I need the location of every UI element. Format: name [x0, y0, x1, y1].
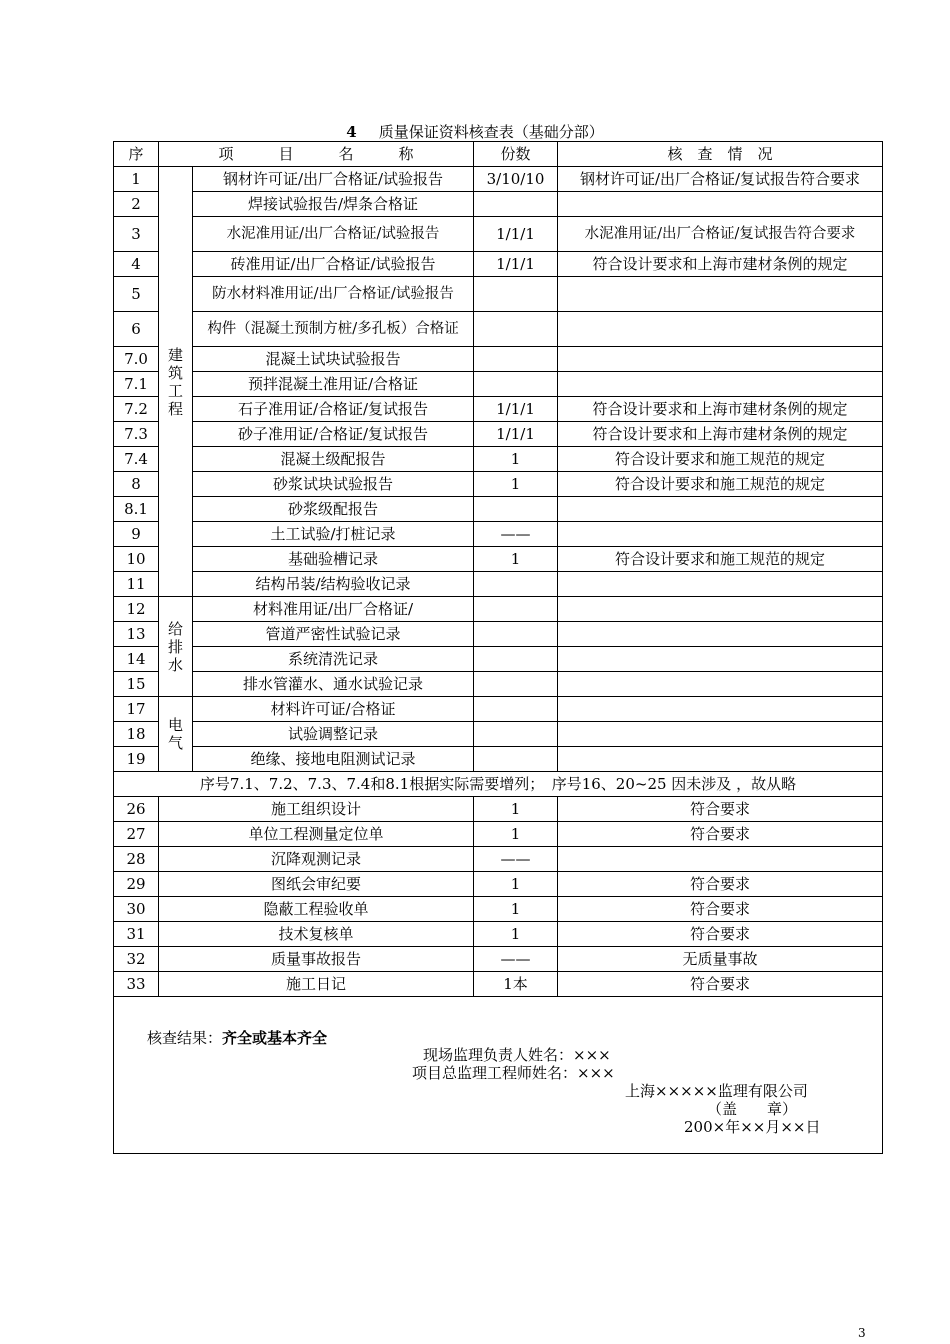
row-seq: 26	[114, 797, 159, 822]
category-char: 电	[167, 716, 183, 734]
note-text: 序号7.1、7.2、7.3、7.4和8.1根据实际需要增列； 序号16、20~25 因未涉及 ，故从略	[114, 772, 883, 797]
row-seq: 30	[114, 897, 159, 922]
row-status: 无质量事故	[558, 947, 883, 972]
table-row	[114, 647, 883, 672]
header-status: 核 查 情 况	[558, 142, 883, 167]
table-row	[114, 622, 883, 647]
category-char: 水	[167, 655, 183, 674]
row-seq: 12	[114, 597, 159, 622]
category-char: 筑	[167, 363, 183, 382]
company-name: 上海×××××监理有限公司	[625, 1082, 808, 1100]
table-row	[114, 522, 883, 547]
row-status: 符合要求	[558, 897, 883, 922]
row-status	[558, 847, 883, 872]
row-item: 砖准用证/出厂合格证/试验报告	[193, 252, 474, 277]
row-item: 试验调整记录	[193, 722, 474, 747]
table-row	[114, 597, 883, 622]
row-item: 构件（混凝土预制方桩/多孔板）合格证	[193, 312, 474, 347]
table-row	[114, 547, 883, 572]
table-row	[114, 252, 883, 277]
row-count: ——	[474, 947, 558, 972]
row-item: 基础验槽记录	[193, 547, 474, 572]
row-status: 钢材许可证/出厂合格证/复试报告符合要求	[558, 167, 883, 192]
row-count	[474, 672, 558, 697]
row-seq: 17	[114, 697, 159, 722]
table-row	[114, 277, 883, 312]
table-row	[114, 822, 883, 847]
row-seq: 28	[114, 847, 159, 872]
row-item: 混凝土试块试验报告	[193, 347, 474, 372]
row-seq: 6	[114, 312, 159, 347]
row-count: ——	[474, 522, 558, 547]
table-row	[114, 972, 883, 997]
category-char: 排	[167, 637, 183, 656]
row-count	[474, 372, 558, 397]
row-seq: 7.3	[114, 422, 159, 447]
row-status	[558, 347, 883, 372]
row-seq: 27	[114, 822, 159, 847]
row-count	[474, 277, 558, 312]
row-seq: 8.1	[114, 497, 159, 522]
row-item: 管道严密性试验记录	[193, 622, 474, 647]
row-item: 绝缘、接地电阻测试记录	[193, 747, 474, 772]
row-seq: 4	[114, 252, 159, 277]
row-item: 石子准用证/合格证/复试报告	[193, 397, 474, 422]
table-row	[114, 922, 883, 947]
row-item: 排水管灌水、通水试验记录	[193, 672, 474, 697]
row-count: 1	[474, 872, 558, 897]
result-summary	[147, 1030, 327, 1046]
row-seq: 5	[114, 277, 159, 312]
table-row	[114, 897, 883, 922]
table-row	[114, 472, 883, 497]
table-row	[114, 422, 883, 447]
row-status	[558, 697, 883, 722]
row-count	[474, 597, 558, 622]
header-seq: 序	[114, 142, 159, 167]
row-item: 预拌混凝土准用证/合格证	[193, 372, 474, 397]
header-count: 份数	[474, 142, 558, 167]
row-status: 符合要求	[558, 972, 883, 997]
row-status: 符合设计要求和施工规范的规定	[558, 547, 883, 572]
row-seq: 33	[114, 972, 159, 997]
header-item: 项 目 名 称	[159, 142, 474, 167]
row-item: 混凝土级配报告	[193, 447, 474, 472]
table-row	[114, 397, 883, 422]
row-status	[558, 497, 883, 522]
row-item: 焊接试验报告/焊条合格证	[193, 192, 474, 217]
row-count	[474, 722, 558, 747]
row-count	[474, 747, 558, 772]
row-status	[558, 372, 883, 397]
row-count: 1	[474, 472, 558, 497]
table-row	[114, 347, 883, 372]
row-count	[474, 622, 558, 647]
row-status	[558, 277, 883, 312]
row-item: 隐蔽工程验收单	[159, 897, 474, 922]
row-seq: 14	[114, 647, 159, 672]
row-status	[558, 647, 883, 672]
table-title	[0, 121, 950, 142]
row-seq: 3	[114, 217, 159, 252]
row-count: 1	[474, 547, 558, 572]
row-count: 1/1/1	[474, 252, 558, 277]
row-status	[558, 722, 883, 747]
category-char: 工	[167, 381, 183, 400]
table-row	[114, 372, 883, 397]
row-status	[558, 597, 883, 622]
row-seq: 18	[114, 722, 159, 747]
row-item: 砂浆试块试验报告	[193, 472, 474, 497]
table-row	[114, 797, 883, 822]
row-seq: 11	[114, 572, 159, 597]
row-status	[558, 672, 883, 697]
row-status	[558, 312, 883, 347]
row-status: 符合设计要求和上海市建材条例的规定	[558, 252, 883, 277]
row-count: 1	[474, 922, 558, 947]
result-row	[114, 997, 883, 1154]
row-status	[558, 747, 883, 772]
row-seq: 1	[114, 167, 159, 192]
row-count	[474, 697, 558, 722]
row-item: 钢材许可证/出厂合格证/试验报告	[193, 167, 474, 192]
row-item: 质量事故报告	[159, 947, 474, 972]
table-row	[114, 672, 883, 697]
row-count: 1/1/1	[474, 217, 558, 252]
seal-text: （盖 章）	[707, 1100, 798, 1118]
row-status: 符合要求	[558, 797, 883, 822]
row-item: 图纸会审纪要	[159, 872, 474, 897]
row-count: 1	[474, 897, 558, 922]
row-seq: 31	[114, 922, 159, 947]
title-text: 质量保证资料核查表（基础分部）	[378, 123, 604, 141]
row-count: 1/1/1	[474, 397, 558, 422]
row-seq: 9	[114, 522, 159, 547]
table-row	[114, 747, 883, 772]
row-status: 符合设计要求和施工规范的规定	[558, 447, 883, 472]
row-item: 沉降观测记录	[159, 847, 474, 872]
row-count: 1	[474, 797, 558, 822]
category-electric	[159, 697, 193, 772]
row-status: 符合要求	[558, 872, 883, 897]
chief-engineer-name: 项目总监理工程师姓名：×××	[412, 1064, 615, 1082]
row-item: 系统清洗记录	[193, 647, 474, 672]
row-seq: 32	[114, 947, 159, 972]
row-status	[558, 622, 883, 647]
category-char: 气	[167, 734, 183, 752]
category-building	[159, 167, 193, 597]
row-item: 水泥准用证/出厂合格证/试验报告	[193, 217, 474, 252]
row-status	[558, 192, 883, 217]
row-count: 1/1/1	[474, 422, 558, 447]
row-seq: 8	[114, 472, 159, 497]
row-item: 结构吊装/结构验收记录	[193, 572, 474, 597]
row-status: 符合要求	[558, 822, 883, 847]
row-count	[474, 192, 558, 217]
table-row	[114, 872, 883, 897]
row-item: 砂浆级配报告	[193, 497, 474, 522]
row-seq: 19	[114, 747, 159, 772]
row-seq: 10	[114, 547, 159, 572]
note-row	[114, 772, 883, 797]
row-status: 水泥准用证/出厂合格证/复试报告符合要求	[558, 217, 883, 252]
row-status	[558, 522, 883, 547]
row-count	[474, 312, 558, 347]
header-row	[114, 142, 883, 167]
row-count	[474, 497, 558, 522]
page-number: 3	[858, 1326, 866, 1340]
category-char: 程	[167, 399, 183, 418]
table-row	[114, 217, 883, 252]
row-seq: 15	[114, 672, 159, 697]
table-row	[114, 192, 883, 217]
row-count	[474, 647, 558, 672]
row-item: 防水材料准用证/出厂合格证/试验报告	[193, 277, 474, 312]
row-item: 土工试验/打桩记录	[193, 522, 474, 547]
result-cell	[114, 997, 883, 1154]
table-row	[114, 722, 883, 747]
row-seq: 13	[114, 622, 159, 647]
row-item: 材料准用证/出厂合格证/	[193, 597, 474, 622]
row-item: 施工组织设计	[159, 797, 474, 822]
row-count: 1本	[474, 972, 558, 997]
category-water	[159, 597, 193, 697]
row-count: ——	[474, 847, 558, 872]
row-count: 1	[474, 822, 558, 847]
row-seq: 2	[114, 192, 159, 217]
table-row	[114, 167, 883, 192]
row-count: 1	[474, 447, 558, 472]
category-char: 建	[167, 345, 183, 364]
row-status: 符合设计要求和上海市建材条例的规定	[558, 422, 883, 447]
row-item: 材料许可证/合格证	[193, 697, 474, 722]
quality-check-table	[113, 141, 883, 1154]
row-seq: 29	[114, 872, 159, 897]
row-item: 施工日记	[159, 972, 474, 997]
table-row	[114, 497, 883, 522]
row-item: 技术复核单	[159, 922, 474, 947]
row-count	[474, 572, 558, 597]
supervisor-name: 现场监理负责人姓名：×××	[423, 1046, 611, 1064]
row-status: 符合要求	[558, 922, 883, 947]
table-row	[114, 697, 883, 722]
row-seq: 7.0	[114, 347, 159, 372]
table-row	[114, 947, 883, 972]
row-count	[474, 347, 558, 372]
result-label: 核查结果：	[147, 1029, 223, 1047]
category-char: 给	[167, 619, 183, 638]
sign-date: 200×年××月××日	[684, 1118, 821, 1136]
row-status: 符合设计要求和上海市建材条例的规定	[558, 397, 883, 422]
row-item: 砂子准用证/合格证/复试报告	[193, 422, 474, 447]
result-value: 齐全或基本齐全	[222, 1029, 328, 1047]
row-item: 单位工程测量定位单	[159, 822, 474, 847]
row-seq: 7.4	[114, 447, 159, 472]
row-status	[558, 572, 883, 597]
row-seq: 7.2	[114, 397, 159, 422]
table-row	[114, 572, 883, 597]
table-row	[114, 312, 883, 347]
row-seq: 7.1	[114, 372, 159, 397]
row-status: 符合设计要求和施工规范的规定	[558, 472, 883, 497]
table-row	[114, 847, 883, 872]
row-count: 3/10/10	[474, 167, 558, 192]
title-number: 4	[346, 123, 357, 141]
table-row	[114, 447, 883, 472]
